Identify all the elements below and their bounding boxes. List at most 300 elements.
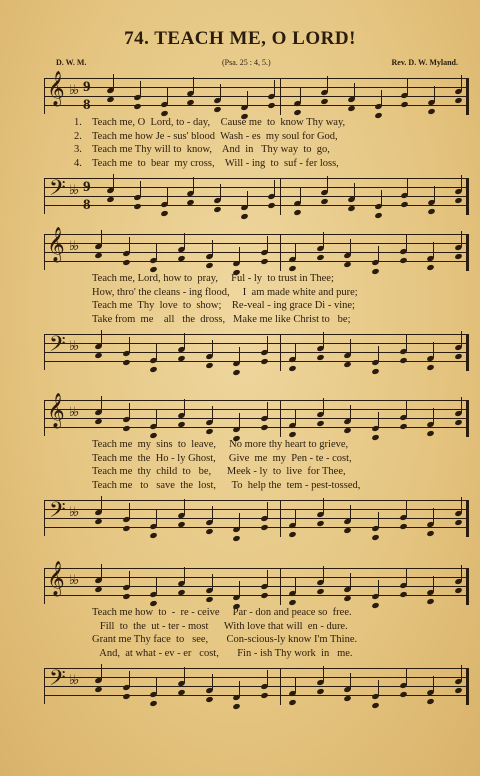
- note-stem-icon: [461, 397, 462, 413]
- lyric-text: Teach me to bear my cross, Will - ing to suf - fer loss,: [92, 157, 339, 169]
- hymn-author: Rev. D. W. Myland.: [391, 58, 458, 67]
- lyric-text: And, at what - ev - er cost, Fin - ish Thy work in me.: [92, 647, 353, 659]
- note-head-icon: [288, 531, 296, 538]
- note-stem-icon: [433, 408, 434, 424]
- note-stem-icon: [461, 331, 462, 347]
- note-stem-icon: [239, 247, 240, 263]
- note-head-icon: [454, 519, 462, 526]
- note-stem-icon: [101, 564, 102, 580]
- note-stem-icon: [101, 230, 102, 246]
- note-stem-icon: [350, 339, 351, 355]
- note-head-icon: [240, 213, 248, 220]
- note-head-icon: [454, 353, 462, 360]
- key-signature-icon: ♭♭: [69, 338, 78, 353]
- note-head-icon: [94, 418, 102, 425]
- end-bar-line: [466, 400, 469, 437]
- note-stem-icon: [406, 335, 407, 351]
- lyric-line: [74, 299, 464, 313]
- lyric-line: [74, 606, 464, 620]
- note-head-icon: [427, 698, 435, 705]
- note-head-icon: [344, 361, 352, 368]
- note-stem-icon: [220, 184, 221, 200]
- note-stem-icon: [274, 80, 275, 96]
- note-stem-icon: [267, 670, 268, 686]
- verse-number: 3.: [74, 144, 82, 155]
- note-stem-icon: [433, 576, 434, 592]
- lyric-line: [74, 465, 464, 479]
- note-stem-icon: [140, 181, 141, 197]
- note-head-icon: [316, 520, 324, 527]
- note-head-icon: [205, 428, 213, 435]
- note-head-icon: [94, 352, 102, 359]
- lyric-text: Take from me all the dross, Make me like Christ to be;: [92, 313, 351, 325]
- lyric-line: [74, 647, 464, 661]
- lyric-text: Fill to the ut - ter - most With love that will en - dure.: [92, 620, 348, 632]
- note-stem-icon: [378, 680, 379, 696]
- note-head-icon: [177, 421, 185, 428]
- note-head-icon: [205, 696, 213, 703]
- note-stem-icon: [156, 678, 157, 694]
- note-head-icon: [344, 695, 352, 702]
- note-head-icon: [371, 702, 379, 709]
- note-head-icon: [288, 365, 296, 372]
- note-head-icon: [294, 109, 302, 116]
- note-stem-icon: [212, 406, 213, 422]
- lyric-line: [74, 157, 464, 171]
- note-head-icon: [371, 368, 379, 375]
- note-stem-icon: [461, 175, 462, 191]
- note-head-icon: [427, 264, 435, 271]
- bar-line: [280, 668, 281, 705]
- note-stem-icon: [212, 574, 213, 590]
- note-stem-icon: [295, 409, 296, 425]
- note-stem-icon: [433, 242, 434, 258]
- note-stem-icon: [184, 233, 185, 249]
- note-head-icon: [316, 254, 324, 261]
- note-head-icon: [344, 595, 352, 602]
- note-stem-icon: [434, 86, 435, 102]
- verse-number: 2.: [74, 130, 82, 142]
- lyric-line: [74, 633, 464, 647]
- note-stem-icon: [101, 664, 102, 680]
- note-stem-icon: [184, 667, 185, 683]
- lyric-text: Teach me, Lord, how to pray, Ful - ly to trust in Thee;: [92, 273, 334, 284]
- bass-staff: [44, 668, 469, 704]
- lyric-line: [74, 313, 464, 327]
- end-bar-line: [466, 78, 469, 115]
- lyric-line: [74, 452, 464, 466]
- lyric-text: Teach me Thy love to show; Re-veal - ing grace Di - vine;: [92, 300, 355, 311]
- note-stem-icon: [129, 337, 130, 353]
- hymn-title: [0, 28, 480, 50]
- note-head-icon: [150, 700, 158, 707]
- lyric-text: Teach me, O Lord, to - day, Cause me to know Thy way,: [92, 117, 346, 128]
- lyric-text: Teach me how Je - sus' blood Wash - es my soul for God,: [92, 130, 338, 142]
- note-stem-icon: [239, 347, 240, 363]
- lyrics-block: [74, 438, 464, 492]
- bass-staff: [44, 178, 469, 214]
- note-head-icon: [267, 202, 275, 209]
- treble-clef-icon: 𝄞: [47, 394, 65, 427]
- note-head-icon: [133, 103, 141, 110]
- note-head-icon: [260, 524, 268, 531]
- note-stem-icon: [378, 246, 379, 262]
- note-stem-icon: [381, 90, 382, 106]
- note-head-icon: [205, 528, 213, 535]
- note-stem-icon: [267, 402, 268, 418]
- hymn-scripture: (Psa. 25 : 4, 5.): [222, 58, 271, 67]
- note-head-icon: [316, 354, 324, 361]
- note-head-icon: [320, 198, 328, 205]
- bass-clef-icon: 𝄢: [49, 176, 66, 205]
- note-head-icon: [177, 589, 185, 596]
- lyric-text: Teach me thy child to be, Meek - ly to live for Thee,: [92, 466, 346, 477]
- note-stem-icon: [461, 565, 462, 581]
- note-stem-icon: [193, 177, 194, 193]
- note-head-icon: [94, 252, 102, 259]
- note-head-icon: [401, 101, 409, 108]
- lyric-line: [74, 130, 464, 144]
- lyric-text: How, thro' the cleans - ing flood, I am made white and pure;: [92, 286, 358, 298]
- note-stem-icon: [323, 232, 324, 248]
- note-head-icon: [106, 196, 114, 203]
- lyric-text: Teach me how to - re - ceive Par - don and peace so free.: [92, 607, 352, 618]
- note-stem-icon: [101, 330, 102, 346]
- note-head-icon: [177, 255, 185, 262]
- note-head-icon: [122, 259, 130, 266]
- lyrics-block: [74, 606, 464, 660]
- key-signature-icon: ♭♭: [69, 238, 78, 253]
- note-head-icon: [205, 596, 213, 603]
- note-stem-icon: [220, 84, 221, 100]
- note-stem-icon: [300, 187, 301, 203]
- note-stem-icon: [378, 346, 379, 362]
- note-stem-icon: [212, 506, 213, 522]
- note-stem-icon: [101, 396, 102, 412]
- note-head-icon: [316, 420, 324, 427]
- end-bar-line: [466, 668, 469, 705]
- note-stem-icon: [406, 501, 407, 517]
- note-stem-icon: [101, 496, 102, 512]
- note-stem-icon: [212, 240, 213, 256]
- note-stem-icon: [406, 669, 407, 685]
- note-head-icon: [399, 423, 407, 430]
- end-bar-line: [466, 334, 469, 371]
- key-signature-icon: ♭♭: [69, 572, 78, 587]
- bar-line: [280, 78, 281, 115]
- note-head-icon: [267, 102, 275, 109]
- treble-clef-icon: 𝄞: [47, 228, 65, 261]
- note-head-icon: [260, 692, 268, 699]
- treble-staff: [44, 72, 469, 114]
- note-stem-icon: [323, 666, 324, 682]
- note-stem-icon: [378, 412, 379, 428]
- note-stem-icon: [350, 405, 351, 421]
- note-head-icon: [94, 518, 102, 525]
- key-signature-icon: ♭♭: [69, 672, 78, 687]
- note-head-icon: [187, 199, 195, 206]
- hymn-title-text: TEACH ME, O LORD!: [154, 28, 356, 49]
- note-stem-icon: [156, 244, 157, 260]
- note-head-icon: [160, 210, 168, 217]
- bass-clef-icon: 𝄢: [49, 666, 66, 695]
- note-stem-icon: [129, 503, 130, 519]
- note-head-icon: [374, 212, 382, 219]
- note-stem-icon: [295, 243, 296, 259]
- hymn-number: 74.: [124, 28, 150, 49]
- note-stem-icon: [295, 509, 296, 525]
- time-signature-icon: 9 8: [83, 179, 91, 213]
- note-stem-icon: [156, 344, 157, 360]
- lyric-line: [74, 272, 464, 286]
- note-stem-icon: [212, 674, 213, 690]
- note-stem-icon: [167, 188, 168, 204]
- note-stem-icon: [323, 498, 324, 514]
- note-stem-icon: [350, 573, 351, 589]
- note-head-icon: [399, 591, 407, 598]
- lyrics-block: [74, 272, 464, 326]
- note-head-icon: [150, 532, 158, 539]
- note-stem-icon: [300, 87, 301, 103]
- note-head-icon: [347, 205, 355, 212]
- bass-clef-icon: 𝄢: [49, 332, 66, 361]
- note-stem-icon: [267, 570, 268, 586]
- note-head-icon: [133, 203, 141, 210]
- note-stem-icon: [247, 91, 248, 107]
- note-head-icon: [454, 97, 462, 104]
- bass-clef-icon: 𝄢: [49, 498, 66, 527]
- note-head-icon: [122, 525, 130, 532]
- lyric-text: Teach me Thy will to know, And in Thy way to go,: [92, 144, 330, 155]
- treble-clef-icon: 𝄞: [47, 72, 65, 105]
- note-head-icon: [344, 427, 352, 434]
- end-bar-line: [466, 568, 469, 605]
- note-stem-icon: [433, 508, 434, 524]
- key-signature-icon: ♭♭: [69, 404, 78, 419]
- note-stem-icon: [239, 413, 240, 429]
- bar-line: [280, 568, 281, 605]
- lyric-text: Teach me my sins to leave, No more thy heart to grieve,: [92, 439, 349, 450]
- note-head-icon: [106, 96, 114, 103]
- note-head-icon: [122, 359, 130, 366]
- note-stem-icon: [129, 571, 130, 587]
- note-stem-icon: [461, 497, 462, 513]
- note-stem-icon: [113, 74, 114, 90]
- note-stem-icon: [184, 333, 185, 349]
- note-head-icon: [427, 364, 435, 371]
- lyric-text: Teach me the Ho - ly Ghost, Give me my Pen - te - cost,: [92, 452, 352, 464]
- note-stem-icon: [129, 237, 130, 253]
- note-stem-icon: [354, 83, 355, 99]
- note-stem-icon: [323, 332, 324, 348]
- note-stem-icon: [193, 77, 194, 93]
- note-head-icon: [288, 699, 296, 706]
- note-head-icon: [260, 592, 268, 599]
- note-stem-icon: [323, 566, 324, 582]
- note-head-icon: [399, 357, 407, 364]
- note-head-icon: [454, 197, 462, 204]
- note-stem-icon: [461, 665, 462, 681]
- note-head-icon: [320, 98, 328, 105]
- treble-staff: [44, 562, 469, 604]
- note-stem-icon: [461, 231, 462, 247]
- note-head-icon: [371, 534, 379, 541]
- note-stem-icon: [156, 510, 157, 526]
- bass-staff: [44, 500, 469, 536]
- note-head-icon: [454, 419, 462, 426]
- note-head-icon: [399, 691, 407, 698]
- end-bar-line: [466, 178, 469, 215]
- note-head-icon: [288, 599, 296, 606]
- note-stem-icon: [327, 176, 328, 192]
- bar-line: [280, 500, 281, 537]
- note-stem-icon: [350, 239, 351, 255]
- note-stem-icon: [295, 577, 296, 593]
- note-stem-icon: [239, 513, 240, 529]
- note-stem-icon: [184, 499, 185, 515]
- note-stem-icon: [239, 681, 240, 697]
- note-stem-icon: [295, 677, 296, 693]
- lyric-line: [74, 620, 464, 634]
- note-stem-icon: [350, 673, 351, 689]
- note-head-icon: [316, 688, 324, 695]
- note-head-icon: [294, 209, 302, 216]
- note-stem-icon: [406, 235, 407, 251]
- bar-line: [280, 400, 281, 437]
- note-stem-icon: [350, 505, 351, 521]
- note-stem-icon: [327, 76, 328, 92]
- note-stem-icon: [239, 581, 240, 597]
- lyric-text: Grant me Thy face to see, Con-scious-ly know I'm Thine.: [92, 634, 358, 645]
- lyric-line: [74, 143, 464, 157]
- note-stem-icon: [461, 75, 462, 91]
- note-stem-icon: [129, 403, 130, 419]
- note-head-icon: [213, 106, 221, 113]
- note-head-icon: [233, 703, 241, 710]
- note-stem-icon: [381, 190, 382, 206]
- note-head-icon: [399, 523, 407, 530]
- note-stem-icon: [378, 580, 379, 596]
- note-head-icon: [205, 362, 213, 369]
- note-head-icon: [187, 99, 195, 106]
- key-signature-icon: ♭♭: [69, 182, 78, 197]
- note-stem-icon: [274, 180, 275, 196]
- key-signature-icon: ♭♭: [69, 82, 78, 97]
- note-stem-icon: [323, 398, 324, 414]
- note-head-icon: [344, 527, 352, 534]
- note-head-icon: [94, 686, 102, 693]
- note-stem-icon: [434, 186, 435, 202]
- note-head-icon: [122, 693, 130, 700]
- lyric-text: Teach me to save the lost, To help the tem - pest-tossed,: [92, 479, 361, 491]
- verse-number: 1.: [74, 117, 82, 128]
- note-stem-icon: [140, 81, 141, 97]
- note-head-icon: [122, 593, 130, 600]
- treble-staff: [44, 394, 469, 436]
- note-head-icon: [260, 258, 268, 265]
- note-stem-icon: [378, 512, 379, 528]
- note-head-icon: [260, 358, 268, 365]
- note-stem-icon: [406, 569, 407, 585]
- note-stem-icon: [113, 174, 114, 190]
- note-head-icon: [454, 253, 462, 260]
- note-head-icon: [454, 687, 462, 694]
- note-head-icon: [177, 355, 185, 362]
- key-signature-icon: ♭♭: [69, 504, 78, 519]
- lyric-line: [74, 479, 464, 493]
- hymn-meter: D. W. M.: [56, 58, 87, 67]
- note-head-icon: [427, 430, 435, 437]
- note-head-icon: [347, 105, 355, 112]
- lyric-line: [74, 438, 464, 452]
- note-head-icon: [401, 201, 409, 208]
- note-head-icon: [427, 598, 435, 605]
- note-head-icon: [205, 262, 213, 269]
- note-head-icon: [177, 689, 185, 696]
- note-head-icon: [233, 369, 241, 376]
- note-stem-icon: [295, 343, 296, 359]
- note-head-icon: [288, 431, 296, 438]
- bass-staff: [44, 334, 469, 370]
- note-stem-icon: [212, 340, 213, 356]
- note-stem-icon: [267, 502, 268, 518]
- note-stem-icon: [184, 567, 185, 583]
- note-head-icon: [233, 535, 241, 542]
- verse-number: 4.: [74, 157, 82, 169]
- bar-line: [280, 178, 281, 215]
- note-stem-icon: [184, 399, 185, 415]
- note-head-icon: [213, 206, 221, 213]
- end-bar-line: [466, 234, 469, 271]
- note-head-icon: [344, 261, 352, 268]
- note-head-icon: [454, 587, 462, 594]
- note-head-icon: [94, 586, 102, 593]
- note-head-icon: [428, 208, 436, 215]
- note-head-icon: [428, 108, 436, 115]
- note-stem-icon: [407, 179, 408, 195]
- treble-clef-icon: 𝄞: [47, 562, 65, 595]
- note-stem-icon: [247, 191, 248, 207]
- note-head-icon: [260, 424, 268, 431]
- note-stem-icon: [433, 676, 434, 692]
- note-stem-icon: [267, 336, 268, 352]
- note-stem-icon: [267, 236, 268, 252]
- note-stem-icon: [129, 671, 130, 687]
- note-head-icon: [150, 366, 158, 373]
- note-stem-icon: [156, 410, 157, 426]
- note-stem-icon: [406, 401, 407, 417]
- bar-line: [280, 334, 281, 371]
- lyric-line: [74, 286, 464, 300]
- note-stem-icon: [407, 79, 408, 95]
- treble-staff: [44, 228, 469, 270]
- lyric-line: [74, 116, 464, 130]
- note-head-icon: [288, 265, 296, 272]
- note-stem-icon: [156, 578, 157, 594]
- lyrics-block: [74, 116, 464, 170]
- note-stem-icon: [167, 88, 168, 104]
- note-head-icon: [177, 521, 185, 528]
- note-head-icon: [427, 530, 435, 537]
- note-head-icon: [122, 425, 130, 432]
- time-signature-icon: 9 8: [83, 79, 91, 113]
- bar-line: [280, 234, 281, 271]
- note-head-icon: [399, 257, 407, 264]
- note-head-icon: [316, 588, 324, 595]
- note-stem-icon: [354, 183, 355, 199]
- end-bar-line: [466, 500, 469, 537]
- note-stem-icon: [433, 342, 434, 358]
